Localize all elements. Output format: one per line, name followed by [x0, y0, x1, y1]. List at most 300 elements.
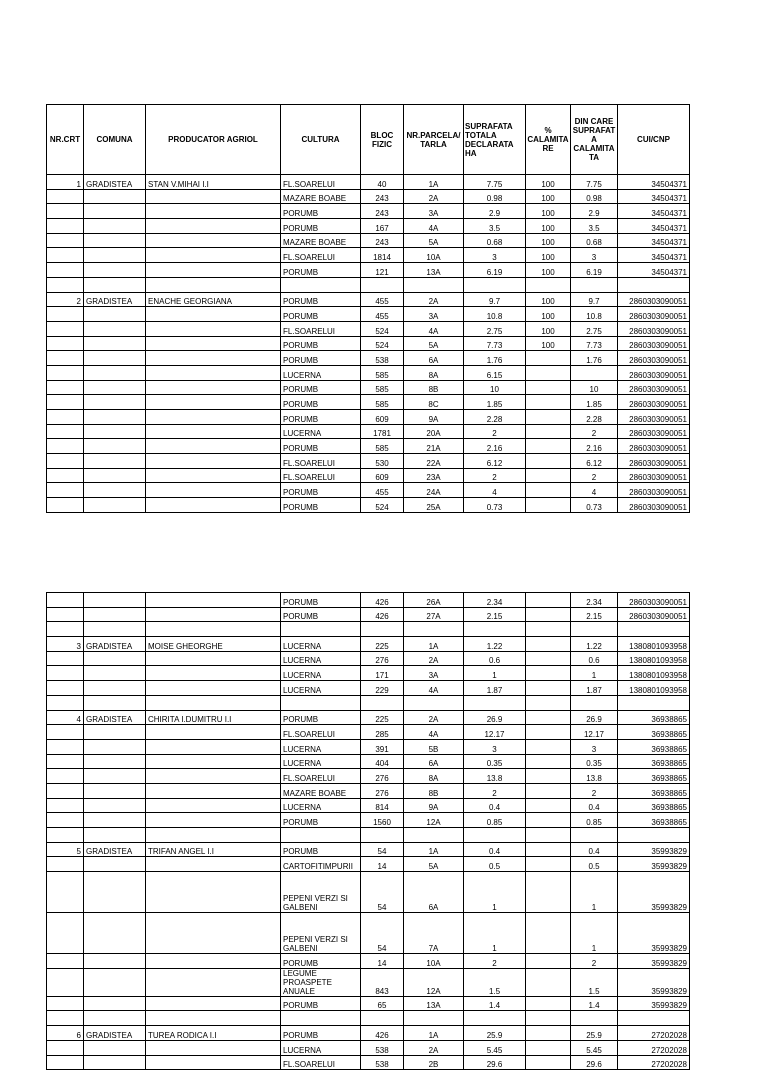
calamitare-cell: [526, 666, 571, 681]
suprafata-calamitata-cell: 2: [571, 954, 618, 969]
suprafata-calamitata-cell: 1: [571, 872, 618, 913]
cultura-cell: [281, 622, 361, 637]
cui-cnp-cell: 36938865: [618, 725, 690, 740]
nr-crt-cell: [47, 593, 84, 608]
comuna-cell: [84, 336, 146, 351]
producator-cell: [146, 739, 281, 754]
calamitare-cell: [526, 1011, 571, 1026]
producator-cell: [146, 395, 281, 410]
nr-crt-cell: [47, 622, 84, 637]
comuna-cell: [84, 498, 146, 513]
nr-crt-cell: 1: [47, 175, 84, 190]
parcela-cell: 6A: [404, 754, 464, 769]
nr-crt-cell: [47, 783, 84, 798]
suprafata-cell: 1: [464, 666, 526, 681]
bloc-fizic-cell: 243: [361, 189, 404, 204]
nr-crt-cell: [47, 739, 84, 754]
table-row: [47, 1055, 690, 1070]
producator-cell: [146, 783, 281, 798]
producator-cell: [146, 968, 281, 996]
calamitare-cell: 100: [526, 248, 571, 263]
bloc-fizic-cell: 121: [361, 263, 404, 278]
suprafata-calamitata-cell: 1.85: [571, 395, 618, 410]
calamitare-cell: [526, 593, 571, 608]
suprafata-calamitata-cell: 6.12: [571, 454, 618, 469]
nr-crt-cell: [47, 498, 84, 513]
nr-crt-cell: 6: [47, 1026, 84, 1041]
producator-cell: [146, 454, 281, 469]
parcela-cell: 10A: [404, 954, 464, 969]
cui-cnp-cell: 36938865: [618, 769, 690, 784]
cultura-cell: MAZARE BOABE: [281, 233, 361, 248]
parcela-cell: 1A: [404, 637, 464, 652]
bloc-fizic-cell: 65: [361, 996, 404, 1011]
suprafata-calamitata-cell: 7.75: [571, 175, 618, 190]
table-row: [47, 842, 690, 857]
nr-crt-cell: [47, 754, 84, 769]
suprafata-calamitata-cell: 1: [571, 913, 618, 954]
calamitare-cell: [526, 681, 571, 696]
cui-cnp-cell: 2860303090051: [618, 498, 690, 513]
suprafata-calamitata-cell: 0.85: [571, 813, 618, 828]
suprafata-calamitata-cell: 26.9: [571, 710, 618, 725]
calamitare-cell: 100: [526, 307, 571, 322]
cui-cnp-cell: [618, 277, 690, 292]
producator-cell: [146, 1011, 281, 1026]
comuna-cell: [84, 454, 146, 469]
comuna-cell: [84, 954, 146, 969]
table-row: [47, 695, 690, 710]
cultura-cell: PORUMB: [281, 710, 361, 725]
cultura-cell: LUCERNA: [281, 681, 361, 696]
calamitare-cell: [526, 410, 571, 425]
cui-cnp-cell: 2860303090051: [618, 380, 690, 395]
table-row: [47, 233, 690, 248]
cultura-cell: PEPENI VERZI SI GALBENI: [281, 872, 361, 913]
table-row: [47, 468, 690, 483]
suprafata-calamitata-cell: 13.8: [571, 769, 618, 784]
calamitare-cell: 100: [526, 189, 571, 204]
calamitare-cell: 100: [526, 263, 571, 278]
nr-crt-cell: [47, 424, 84, 439]
bloc-fizic-cell: 40: [361, 175, 404, 190]
comuna-cell: GRADISTEA: [84, 842, 146, 857]
comuna-cell: [84, 783, 146, 798]
table-row: [47, 175, 690, 190]
nr-crt-cell: [47, 607, 84, 622]
bloc-fizic-cell: 524: [361, 321, 404, 336]
bloc-fizic-cell: [361, 1011, 404, 1026]
cultura-cell: PORUMB: [281, 439, 361, 454]
suprafata-calamitata-cell: 7.73: [571, 336, 618, 351]
parcela-cell: 4A: [404, 321, 464, 336]
table-row: [47, 204, 690, 219]
table-row: [47, 828, 690, 843]
comuna-cell: GRADISTEA: [84, 1026, 146, 1041]
suprafata-calamitata-cell: 2.16: [571, 439, 618, 454]
cultura-cell: PORUMB: [281, 1026, 361, 1041]
parcela-cell: 12A: [404, 813, 464, 828]
comuna-cell: [84, 321, 146, 336]
nr-crt-cell: [47, 1011, 84, 1026]
producator-cell: MOISE GHEORGHE: [146, 637, 281, 652]
nr-crt-cell: [47, 380, 84, 395]
calamitare-cell: [526, 351, 571, 366]
comuna-cell: [84, 593, 146, 608]
bloc-fizic-cell: 243: [361, 204, 404, 219]
table-row: [47, 607, 690, 622]
cui-cnp-cell: 1380801093958: [618, 666, 690, 681]
nr-crt-cell: [47, 439, 84, 454]
parcela-cell: [404, 622, 464, 637]
comuna-cell: [84, 607, 146, 622]
table-row: [47, 292, 690, 307]
parcela-cell: 1A: [404, 1026, 464, 1041]
nr-crt-cell: [47, 996, 84, 1011]
table-row: [47, 380, 690, 395]
parcela-cell: 10A: [404, 248, 464, 263]
header-cell: COMUNA: [84, 105, 146, 175]
suprafata-calamitata-cell: 1.4: [571, 996, 618, 1011]
suprafata-cell: 3: [464, 248, 526, 263]
cui-cnp-cell: [618, 828, 690, 843]
producator-cell: [146, 607, 281, 622]
cultura-cell: PORUMB: [281, 842, 361, 857]
table-row: [47, 219, 690, 234]
suprafata-cell: 1.22: [464, 637, 526, 652]
comuna-cell: [84, 872, 146, 913]
cui-cnp-cell: 1380801093958: [618, 637, 690, 652]
comuna-cell: [84, 754, 146, 769]
nr-crt-cell: [47, 307, 84, 322]
cultura-cell: PORUMB: [281, 395, 361, 410]
table-row: [47, 725, 690, 740]
producator-cell: CHIRITA I.DUMITRU I.I: [146, 710, 281, 725]
suprafata-calamitata-cell: 0.4: [571, 842, 618, 857]
suprafata-cell: 2.28: [464, 410, 526, 425]
cui-cnp-cell: 1380801093958: [618, 651, 690, 666]
calamitare-cell: 100: [526, 233, 571, 248]
suprafata-cell: 2.75: [464, 321, 526, 336]
producator-cell: [146, 913, 281, 954]
nr-crt-cell: 5: [47, 842, 84, 857]
parcela-cell: 5A: [404, 233, 464, 248]
producator-cell: [146, 1040, 281, 1055]
table-row: [47, 813, 690, 828]
nr-crt-cell: [47, 666, 84, 681]
bloc-fizic-cell: 167: [361, 219, 404, 234]
table-row: [47, 307, 690, 322]
table-body: [47, 175, 690, 513]
parcela-cell: 2A: [404, 1040, 464, 1055]
nr-crt-cell: [47, 395, 84, 410]
suprafata-calamitata-cell: 4: [571, 483, 618, 498]
bloc-fizic-cell: 609: [361, 468, 404, 483]
bloc-fizic-cell: 225: [361, 710, 404, 725]
bloc-fizic-cell: 524: [361, 336, 404, 351]
table-body: [47, 593, 690, 1070]
nr-crt-cell: [47, 248, 84, 263]
parcela-cell: 3A: [404, 666, 464, 681]
suprafata-cell: 0.4: [464, 798, 526, 813]
suprafata-cell: 2: [464, 468, 526, 483]
table-row: [47, 321, 690, 336]
table-row: [47, 365, 690, 380]
suprafata-calamitata-cell: 1: [571, 666, 618, 681]
comuna-cell: [84, 439, 146, 454]
suprafata-cell: 0.98: [464, 189, 526, 204]
comuna-cell: [84, 263, 146, 278]
suprafata-cell: 2: [464, 954, 526, 969]
suprafata-calamitata-cell: 12.17: [571, 725, 618, 740]
calamitare-cell: [526, 651, 571, 666]
nr-crt-cell: [47, 189, 84, 204]
suprafata-cell: 1: [464, 872, 526, 913]
parcela-cell: 3A: [404, 204, 464, 219]
producator-cell: [146, 468, 281, 483]
comuna-cell: [84, 996, 146, 1011]
cui-cnp-cell: 2860303090051: [618, 439, 690, 454]
suprafata-cell: 0.68: [464, 233, 526, 248]
suprafata-cell: 4: [464, 483, 526, 498]
table-row: [47, 681, 690, 696]
producator-cell: [146, 666, 281, 681]
calamitare-cell: [526, 695, 571, 710]
nr-crt-cell: [47, 798, 84, 813]
table-row: [47, 651, 690, 666]
comuna-cell: [84, 651, 146, 666]
cultura-cell: LUCERNA: [281, 754, 361, 769]
parcela-cell: 25A: [404, 498, 464, 513]
cultura-cell: MAZARE BOABE: [281, 189, 361, 204]
parcela-cell: 1A: [404, 175, 464, 190]
cui-cnp-cell: [618, 622, 690, 637]
calamitare-cell: 100: [526, 336, 571, 351]
calamitare-cell: [526, 607, 571, 622]
suprafata-cell: 2.15: [464, 607, 526, 622]
cultura-cell: PORUMB: [281, 593, 361, 608]
cultura-cell: [281, 277, 361, 292]
cui-cnp-cell: 34504371: [618, 219, 690, 234]
suprafata-calamitata-cell: 2.9: [571, 204, 618, 219]
nr-crt-cell: [47, 872, 84, 913]
nr-crt-cell: [47, 725, 84, 740]
comuna-cell: [84, 307, 146, 322]
nr-crt-cell: [47, 1055, 84, 1070]
parcela-cell: 4A: [404, 725, 464, 740]
nr-crt-cell: [47, 233, 84, 248]
calamitare-cell: [526, 439, 571, 454]
cui-cnp-cell: 2860303090051: [618, 454, 690, 469]
calamitare-cell: [526, 365, 571, 380]
suprafata-cell: 6.19: [464, 263, 526, 278]
comuna-cell: [84, 695, 146, 710]
cultura-cell: PORUMB: [281, 607, 361, 622]
bloc-fizic-cell: 171: [361, 666, 404, 681]
table-row: [47, 798, 690, 813]
calamitare-cell: [526, 498, 571, 513]
cui-cnp-cell: 2860303090051: [618, 336, 690, 351]
comuna-cell: [84, 1011, 146, 1026]
suprafata-cell: [464, 622, 526, 637]
suprafata-calamitata-cell: 2: [571, 783, 618, 798]
bloc-fizic-cell: 814: [361, 798, 404, 813]
calamitare-cell: 100: [526, 321, 571, 336]
suprafata-calamitata-cell: 2: [571, 468, 618, 483]
suprafata-calamitata-cell: 25.9: [571, 1026, 618, 1041]
header-row: [47, 105, 690, 175]
parcela-cell: 21A: [404, 439, 464, 454]
producator-cell: [146, 1055, 281, 1070]
header-cell: NR.CRT: [47, 105, 84, 175]
cultura-cell: PORUMB: [281, 410, 361, 425]
suprafata-cell: 1.5: [464, 968, 526, 996]
calamitare-cell: [526, 725, 571, 740]
comuna-cell: [84, 395, 146, 410]
parcela-cell: 5B: [404, 739, 464, 754]
bloc-fizic-cell: 404: [361, 754, 404, 769]
cultura-cell: PORUMB: [281, 292, 361, 307]
comuna-cell: [84, 380, 146, 395]
cui-cnp-cell: 35993829: [618, 872, 690, 913]
nr-crt-cell: [47, 651, 84, 666]
calamitare-cell: [526, 380, 571, 395]
bloc-fizic-cell: 276: [361, 769, 404, 784]
table-row: [47, 1011, 690, 1026]
bloc-fizic-cell: 54: [361, 913, 404, 954]
nr-crt-cell: [47, 321, 84, 336]
cui-cnp-cell: 2860303090051: [618, 410, 690, 425]
bloc-fizic-cell: 391: [361, 739, 404, 754]
producator-cell: [146, 593, 281, 608]
calamity-table-page-2: [46, 592, 690, 1070]
table-row: [47, 857, 690, 872]
calamitare-cell: 100: [526, 204, 571, 219]
table-row: [47, 769, 690, 784]
bloc-fizic-cell: 54: [361, 872, 404, 913]
suprafata-cell: 5.45: [464, 1040, 526, 1055]
comuna-cell: [84, 857, 146, 872]
table-row: [47, 710, 690, 725]
table-row: [47, 1026, 690, 1041]
bloc-fizic-cell: [361, 828, 404, 843]
bloc-fizic-cell: 285: [361, 725, 404, 740]
comuna-cell: [84, 913, 146, 954]
parcela-cell: 8A: [404, 365, 464, 380]
suprafata-calamitata-cell: 2.15: [571, 607, 618, 622]
suprafata-cell: 2.9: [464, 204, 526, 219]
suprafata-cell: 10: [464, 380, 526, 395]
suprafata-cell: 0.4: [464, 842, 526, 857]
cui-cnp-cell: 35993829: [618, 857, 690, 872]
bloc-fizic-cell: 843: [361, 968, 404, 996]
cultura-cell: [281, 695, 361, 710]
table-row: [47, 968, 690, 996]
bloc-fizic-cell: 276: [361, 783, 404, 798]
producator-cell: TRIFAN ANGEL I.I: [146, 842, 281, 857]
bloc-fizic-cell: 585: [361, 380, 404, 395]
header-cell: CULTURA: [281, 105, 361, 175]
suprafata-calamitata-cell: [571, 1011, 618, 1026]
suprafata-cell: 26.9: [464, 710, 526, 725]
comuna-cell: [84, 483, 146, 498]
cui-cnp-cell: 2860303090051: [618, 468, 690, 483]
parcela-cell: 8C: [404, 395, 464, 410]
producator-cell: [146, 248, 281, 263]
nr-crt-cell: [47, 913, 84, 954]
suprafata-cell: [464, 695, 526, 710]
cui-cnp-cell: 36938865: [618, 813, 690, 828]
comuna-cell: [84, 233, 146, 248]
nr-crt-cell: [47, 263, 84, 278]
suprafata-cell: 0.5: [464, 857, 526, 872]
suprafata-cell: 6.15: [464, 365, 526, 380]
cultura-cell: FL.SOARELUI: [281, 1055, 361, 1070]
parcela-cell: 20A: [404, 424, 464, 439]
table-row: [47, 277, 690, 292]
calamitare-cell: [526, 754, 571, 769]
bloc-fizic-cell: 276: [361, 651, 404, 666]
suprafata-calamitata-cell: [571, 277, 618, 292]
cultura-cell: FL.SOARELUI: [281, 769, 361, 784]
producator-cell: [146, 219, 281, 234]
parcela-cell: 24A: [404, 483, 464, 498]
cui-cnp-cell: 2860303090051: [618, 593, 690, 608]
table-row: [47, 754, 690, 769]
bloc-fizic-cell: 14: [361, 954, 404, 969]
calamitare-cell: [526, 424, 571, 439]
cultura-cell: LUCERNA: [281, 651, 361, 666]
suprafata-calamitata-cell: 6.19: [571, 263, 618, 278]
producator-cell: [146, 336, 281, 351]
cui-cnp-cell: 34504371: [618, 189, 690, 204]
cui-cnp-cell: 27202028: [618, 1026, 690, 1041]
suprafata-cell: 10.8: [464, 307, 526, 322]
nr-crt-cell: [47, 681, 84, 696]
comuna-cell: [84, 769, 146, 784]
table-row: [47, 637, 690, 652]
comuna-cell: [84, 798, 146, 813]
nr-crt-cell: [47, 769, 84, 784]
calamitare-cell: [526, 996, 571, 1011]
comuna-cell: GRADISTEA: [84, 710, 146, 725]
parcela-cell: 2A: [404, 189, 464, 204]
parcela-cell: [404, 1011, 464, 1026]
cultura-cell: FL.SOARELUI: [281, 725, 361, 740]
calamitare-cell: [526, 857, 571, 872]
nr-crt-cell: 3: [47, 637, 84, 652]
bloc-fizic-cell: 225: [361, 637, 404, 652]
cui-cnp-cell: 36938865: [618, 710, 690, 725]
suprafata-calamitata-cell: 0.68: [571, 233, 618, 248]
producator-cell: [146, 872, 281, 913]
cultura-cell: PORUMB: [281, 204, 361, 219]
comuna-cell: [84, 1040, 146, 1055]
bloc-fizic-cell: 538: [361, 351, 404, 366]
producator-cell: [146, 754, 281, 769]
cui-cnp-cell: 2860303090051: [618, 292, 690, 307]
cultura-cell: FL.SOARELUI: [281, 454, 361, 469]
parcela-cell: 8B: [404, 783, 464, 798]
bloc-fizic-cell: 1560: [361, 813, 404, 828]
producator-cell: [146, 277, 281, 292]
bloc-fizic-cell: 530: [361, 454, 404, 469]
suprafata-cell: 29.6: [464, 1055, 526, 1070]
bloc-fizic-cell: 54: [361, 842, 404, 857]
comuna-cell: [84, 622, 146, 637]
parcela-cell: 13A: [404, 263, 464, 278]
cui-cnp-cell: 1380801093958: [618, 681, 690, 696]
